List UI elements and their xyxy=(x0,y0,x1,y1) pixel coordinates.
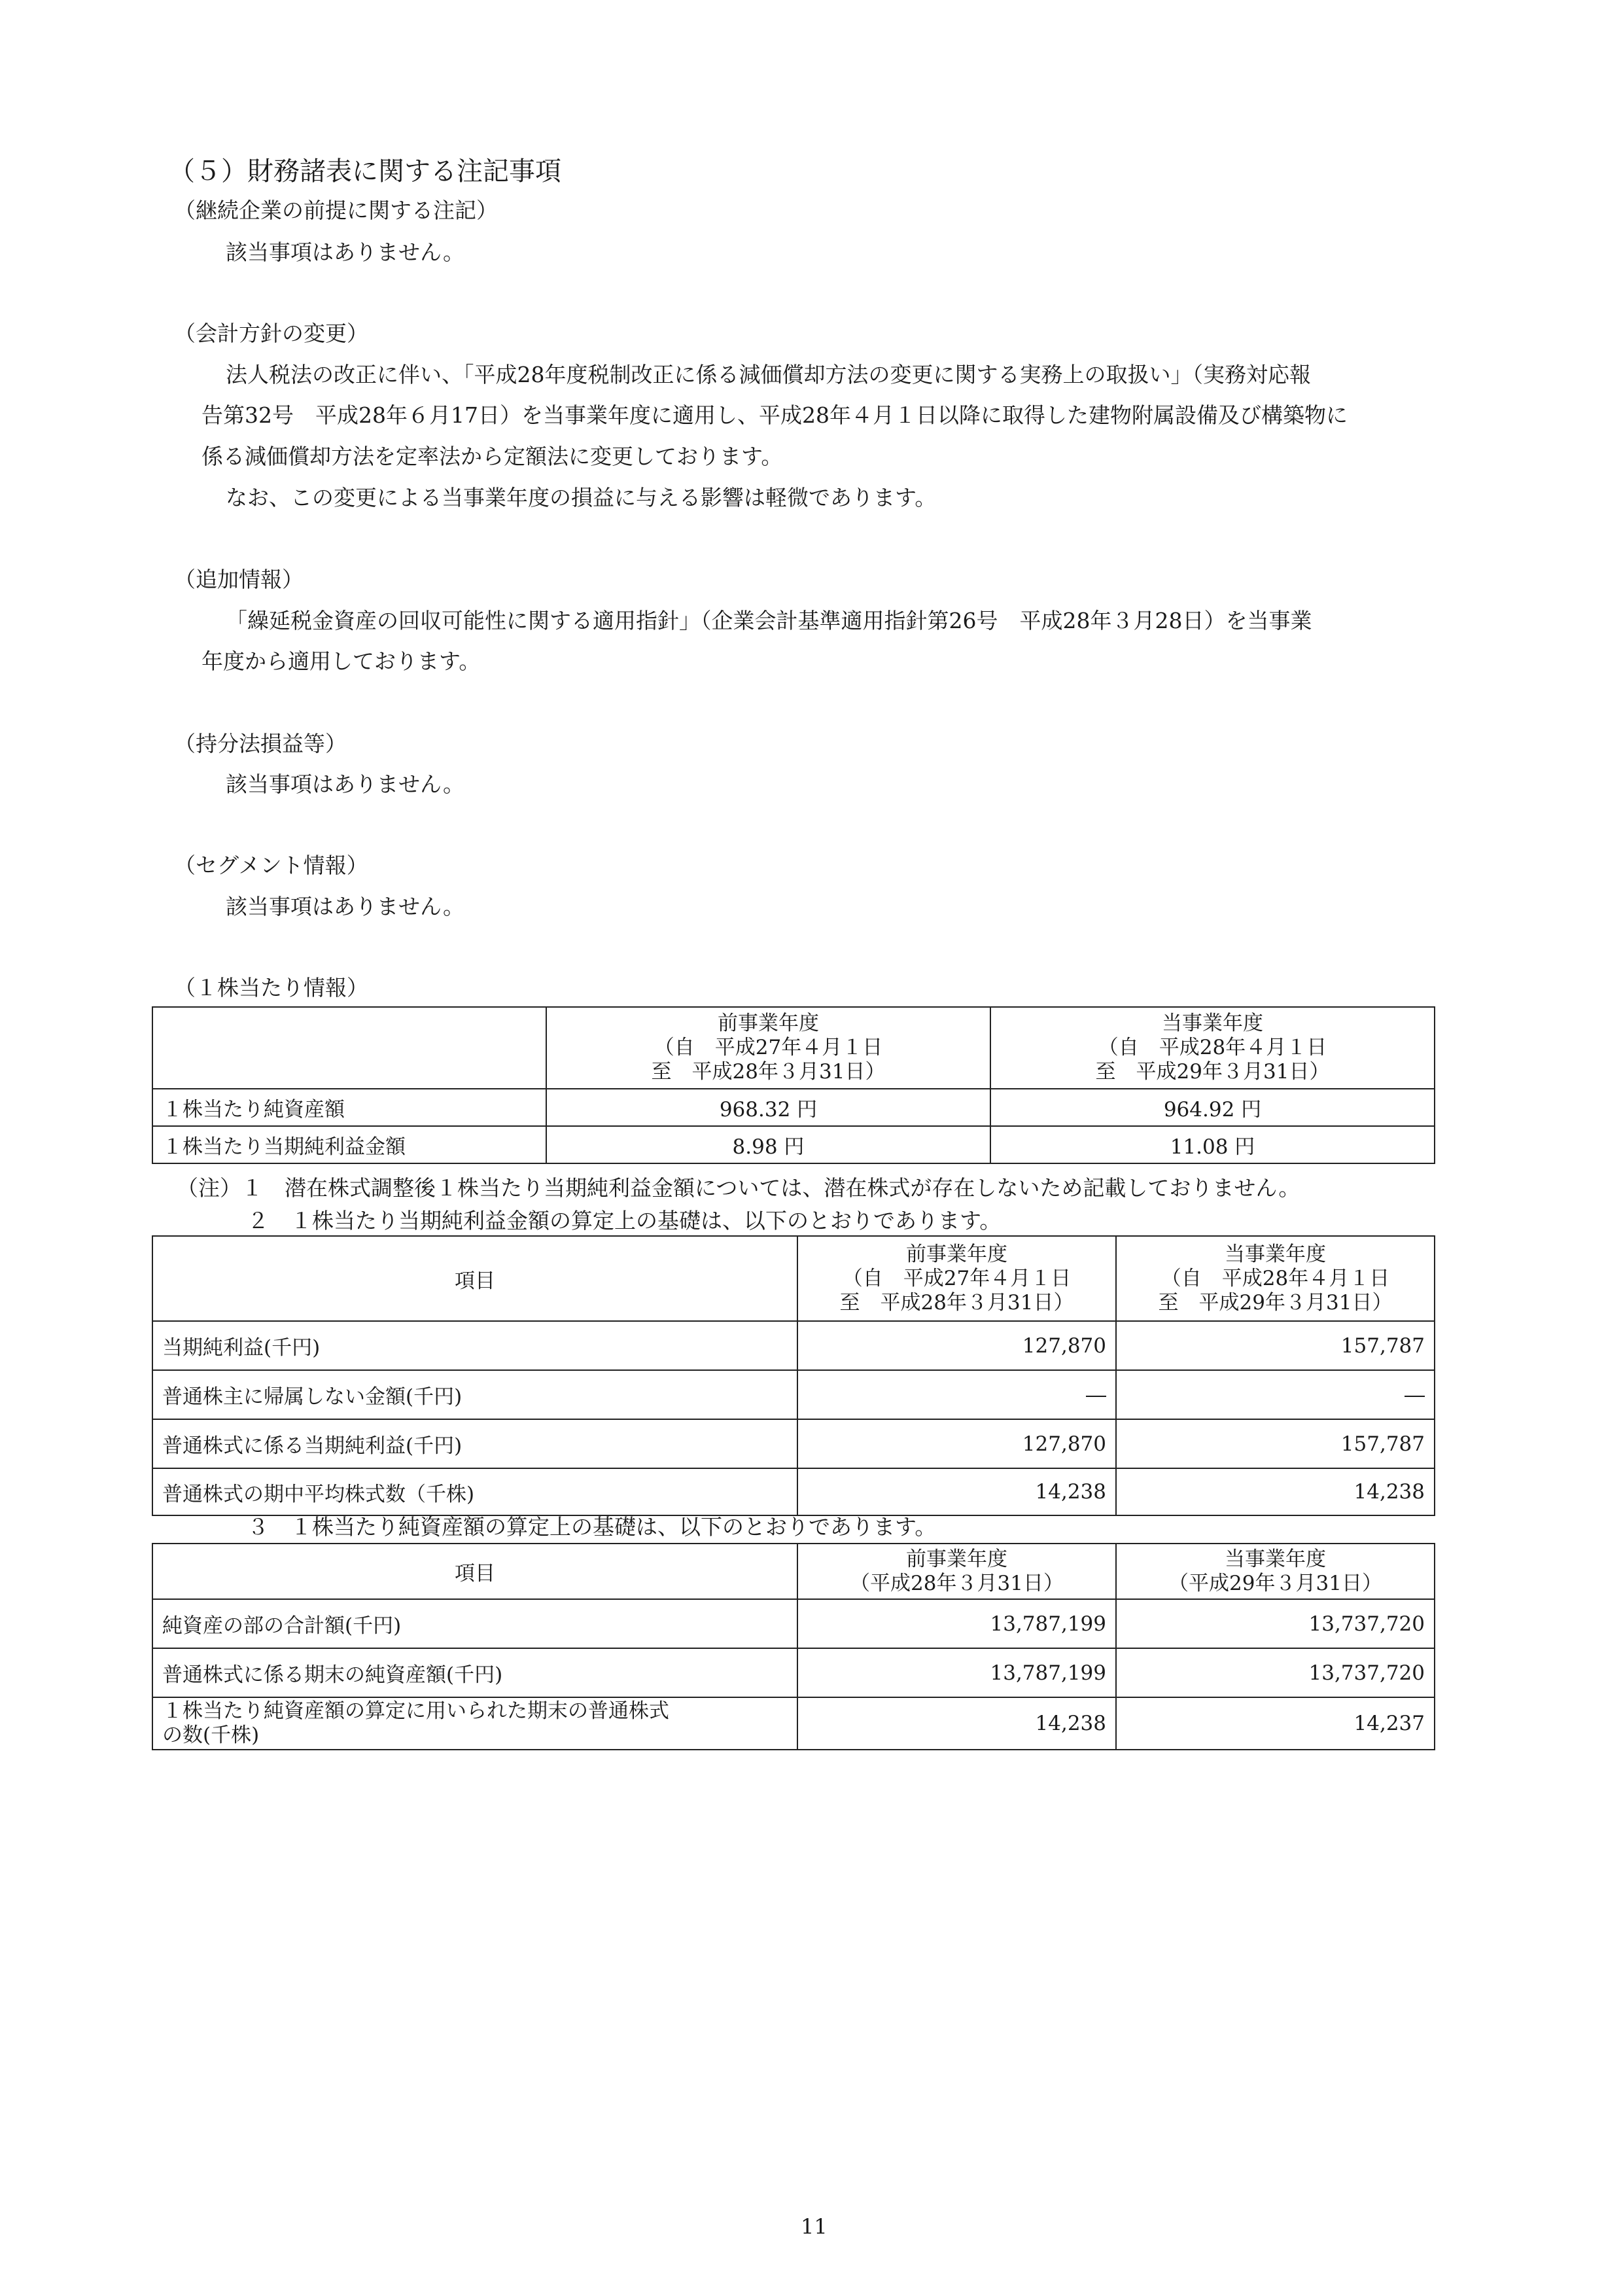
additional-info-heading: （追加情報） xyxy=(174,567,304,592)
prev-value: 13,787,199 xyxy=(797,1599,1116,1648)
accounting-change-line-3: 係る減価償却方法を定率法から定額法に変更しております。 xyxy=(201,444,783,469)
per-share-heading: （１株当たり情報） xyxy=(174,975,368,1000)
equity-method-heading: （持分法損益等） xyxy=(174,731,347,756)
section-title: （５）財務諸表に関する注記事項 xyxy=(169,156,561,186)
curr-value: 157,787 xyxy=(1116,1419,1435,1468)
segment-heading: （セグメント情報） xyxy=(174,853,368,878)
curr-value: 14,238 xyxy=(1116,1468,1435,1515)
prev-year-header: 前事業年度 （平成28年３月31日） xyxy=(797,1544,1116,1599)
prev-value: 127,870 xyxy=(797,1419,1116,1468)
prev-value: ― xyxy=(797,1370,1116,1419)
note-3: ３ １株当たり純資産額の算定上の基礎は、以下のとおりであります。 xyxy=(247,1514,937,1540)
prev-value: 14,238 xyxy=(797,1697,1116,1750)
row-label: １株当たり当期純利益金額 xyxy=(152,1126,546,1163)
row-label: 普通株主に帰属しない金額(千円) xyxy=(152,1370,797,1419)
table-header-row xyxy=(152,1236,1435,1321)
item-header: 項目 xyxy=(152,1236,797,1321)
table-row xyxy=(152,1419,1435,1468)
table-row xyxy=(152,1321,1435,1370)
curr-year-header: 当事業年度 （自 平成28年４月１日 至 平成29年３月31日） xyxy=(1116,1236,1435,1321)
row-label: 純資産の部の合計額(千円) xyxy=(152,1599,797,1648)
row-label: 普通株式に係る期末の純資産額(千円) xyxy=(152,1648,797,1697)
page-number: 11 xyxy=(801,2214,828,2239)
curr-value: 964.92 円 xyxy=(990,1089,1435,1126)
table-row xyxy=(152,1468,1435,1515)
table-row xyxy=(152,1126,1435,1163)
row-label: 当期純利益(千円) xyxy=(152,1321,797,1370)
accounting-change-line-1: 法人税法の改正に伴い、「平成28年度税制改正に係る減価償却方法の変更に関する実務上の取扱い」（実務対応報 xyxy=(226,362,1311,387)
table-row xyxy=(152,1370,1435,1419)
going-concern-heading: （継続企業の前提に関する注記） xyxy=(174,198,498,223)
table-row xyxy=(152,1089,1435,1126)
curr-value: 11.08 円 xyxy=(990,1126,1435,1163)
prev-year-header: 前事業年度 （自 平成27年４月１日 至 平成28年３月31日） xyxy=(797,1236,1116,1321)
table-row xyxy=(152,1599,1435,1648)
row-label: １株当たり純資産額の算定に用いられた期末の普通株式 の数(千株) xyxy=(152,1697,797,1750)
prev-value: 127,870 xyxy=(797,1321,1116,1370)
segment-body: 該当事項はありません。 xyxy=(226,894,464,919)
table-row xyxy=(152,1648,1435,1697)
accounting-change-line-2: 告第32号 平成28年６月17日）を当事業年度に適用し、平成28年４月１日以降に取得した建物附属設備及び構築物に xyxy=(201,402,1348,428)
accounting-change-heading: （会計方針の変更） xyxy=(174,321,368,346)
per-share-table xyxy=(152,1006,1435,1164)
prev-value: 14,238 xyxy=(797,1468,1116,1515)
note-1: （注）１ 潜在株式調整後１株当たり当期純利益金額については、潜在株式が存在しないため記載しておりません。 xyxy=(177,1175,1300,1201)
additional-info-line-2: 年度から適用しております。 xyxy=(201,648,481,674)
prev-value: 13,787,199 xyxy=(797,1648,1116,1697)
curr-value: 13,737,720 xyxy=(1116,1648,1435,1697)
curr-year-header: 当事業年度 （自 平成28年４月１日 至 平成29年３月31日） xyxy=(990,1007,1435,1089)
curr-value: ― xyxy=(1116,1370,1435,1419)
item-header: 項目 xyxy=(152,1544,797,1599)
equity-method-body: 該当事項はありません。 xyxy=(226,771,464,797)
row-label: １株当たり純資産額 xyxy=(152,1089,546,1126)
blank-header-cell xyxy=(152,1007,546,1089)
curr-value: 14,237 xyxy=(1116,1697,1435,1750)
table-row xyxy=(152,1697,1435,1750)
curr-value: 157,787 xyxy=(1116,1321,1435,1370)
row-label: 普通株式の期中平均株式数（千株) xyxy=(152,1468,797,1515)
additional-info-line-1: 「繰延税金資産の回収可能性に関する適用指針」（企業会計基準適用指針第26号 平成28年３月28日）を当事業 xyxy=(226,608,1312,633)
curr-year-header: 当事業年度 （平成29年３月31日） xyxy=(1116,1544,1435,1599)
accounting-change-note: なお、この変更による当事業年度の損益に与える影響は軽微であります。 xyxy=(226,485,937,510)
prev-value: 8.98 円 xyxy=(546,1126,990,1163)
table-header-row xyxy=(152,1007,1435,1089)
net-income-basis-table xyxy=(152,1235,1435,1516)
table-header-row xyxy=(152,1544,1435,1599)
row-label: 普通株式に係る当期純利益(千円) xyxy=(152,1419,797,1468)
net-assets-basis-table xyxy=(152,1543,1435,1750)
note-2: ２ １株当たり当期純利益金額の算定上の基礎は、以下のとおりであります。 xyxy=(247,1208,1002,1233)
going-concern-body: 該当事項はありません。 xyxy=(226,239,464,265)
prev-value: 968.32 円 xyxy=(546,1089,990,1126)
prev-year-header: 前事業年度 （自 平成27年４月１日 至 平成28年３月31日） xyxy=(546,1007,990,1089)
curr-value: 13,737,720 xyxy=(1116,1599,1435,1648)
